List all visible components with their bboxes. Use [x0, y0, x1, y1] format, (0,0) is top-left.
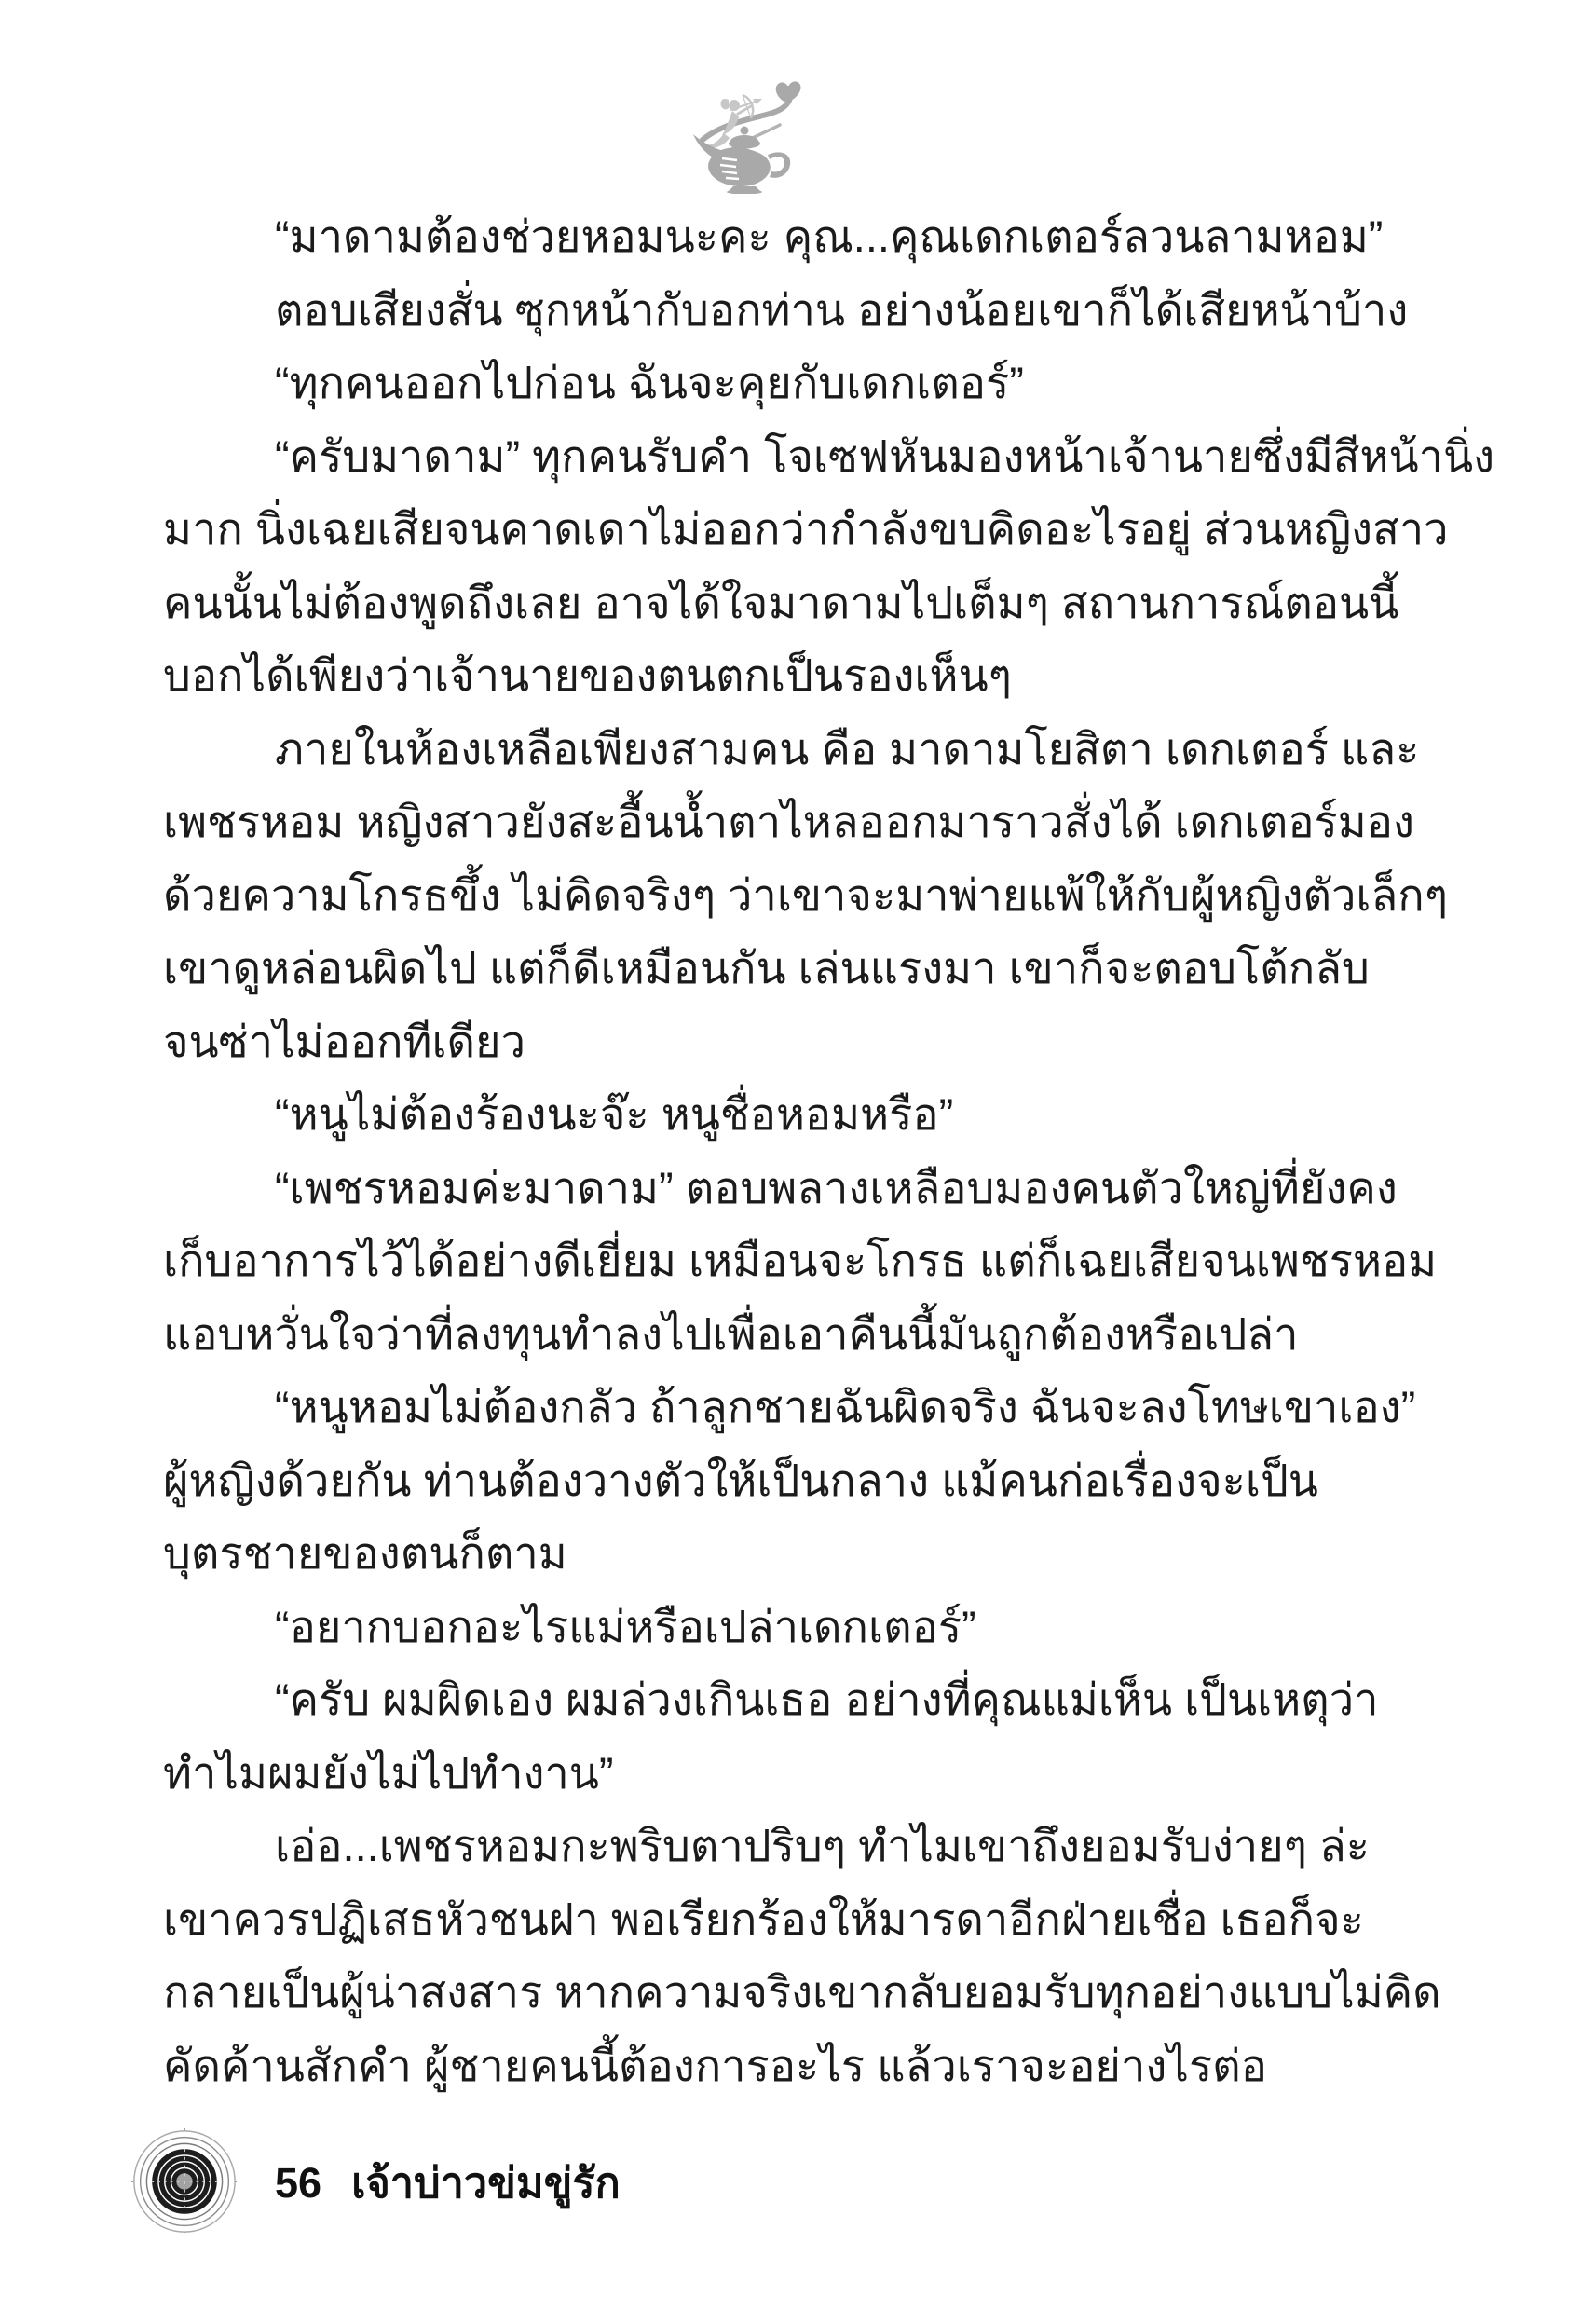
text-line: “ครับมาดาม” ทุกคนรับคำ โจเซฟหันมองหน้าเจ้านายซึ่งมีสีหน้านิ่ง [275, 431, 1495, 481]
text-line: เขาดูหล่อนผิดไป แต่ก็ดีเหมือนกัน เล่นแรงมา เขาก็จะตอบโต้กลับ [163, 943, 1370, 992]
shooting-target-icon [130, 2127, 239, 2236]
text-line: “หนูหอมไม่ต้องกลัว ถ้าลูกชายฉันผิดจริง ฉันจะลงโทษเขาเอง” [275, 1382, 1416, 1431]
book-title: เจ้าบ่าวข่มขู่รัก [351, 2159, 621, 2207]
text-line: จนซ่าไม่ออกทีเดียว [163, 1016, 525, 1066]
text-line: คัดค้านสักคำ ผู้ชายคนนี้ต้องการอะไร แล้วเราจะอย่างไรต่อ [163, 2040, 1267, 2090]
page-footer [0, 2125, 1596, 2241]
text-line: ทำไมผมยังไม่ไปทำงาน” [163, 1747, 614, 1798]
text-line: ภายในห้องเหลือเพียงสามคน คือ มาดามโยสิตา เดกเตอร์ และ [275, 723, 1420, 773]
text-line: “เพชรหอมค่ะมาดาม” ตอบพลางเหลือบมองคนตัวใหญ่ที่ยังคง [275, 1162, 1398, 1212]
text-line: ด้วยความโกรธขึ้ง ไม่คิดจริงๆ ว่าเขาจะมาพ่ายแพ้ให้กับผู้หญิงตัวเล็กๆ [163, 869, 1448, 920]
genie-lamp-cupid-ornament-icon [691, 75, 801, 194]
text-line: บุตรชายของตนก็ตาม [163, 1528, 567, 1578]
text-line: ตอบเสียงสั่น ซุกหน้ากับอกท่าน อย่างน้อยเขาก็ได้เสียหน้าบ้าง [275, 284, 1409, 335]
text-line: “หนูไม่ต้องร้องนะจ๊ะ หนูชื่อหอมหรือ” [275, 1089, 954, 1139]
text-line: “มาดามต้องช่วยหอมนะคะ คุณ...คุณเดกเตอร์ลวนลามหอม” [275, 212, 1384, 261]
text-line: เก็บอาการไว้ได้อย่างดีเยี่ยม เหมือนจะโกรธ แต่ก็เฉยเสียจนเพชรหอม [163, 1236, 1438, 1285]
text-line: แอบหวั่นใจว่าที่ลงทุนทำลงไปเพื่อเอาคืนนี้มันถูกต้องหรือเปล่า [163, 1308, 1299, 1359]
text-line: “ครับ ผมผิดเอง ผมล่วงเกินเธอ อย่างที่คุณแม่เห็น เป็นเหตุว่า [275, 1675, 1379, 1724]
page-number: 56 [275, 2159, 322, 2207]
text-line: บอกได้เพียงว่าเจ้านายของตนตกเป็นรองเห็นๆ [163, 650, 1012, 700]
text-line: “อยากบอกอะไรแม่หรือเปล่าเดกเตอร์” [275, 1601, 976, 1651]
text-line: ผู้หญิงด้วยกัน ท่านต้องวางตัวให้เป็นกลาง แม้คนก่อเรื่องจะเป็น [163, 1455, 1318, 1505]
text-line: เอ่อ...เพชรหอมกะพริบตาปริบๆ ทำไมเขาถึงยอมรับง่ายๆ ล่ะ [275, 1821, 1370, 1870]
text-line: เขาควรปฏิเสธหัวชนฝา พอเรียกร้องให้มารดาอีกฝ่ายเชื่อ เธอก็จะ [163, 1894, 1364, 1944]
text-line: กลายเป็นผู้น่าสงสาร หากความจริงเขากลับยอมรับทุกอย่างแบบไม่คิด [163, 1967, 1441, 2017]
text-line: เพชรหอม หญิงสาวยังสะอื้นน้ำตาไหลออกมาราวสั่งได้ เดกเตอร์มอง [163, 797, 1414, 846]
text-line: “ทุกคนออกไปก่อน ฉันจะคุยกับเดกเตอร์” [275, 358, 1024, 407]
text-line: คนนั้นไม่ต้องพูดถึงเลย อาจได้ใจมาดามไปเต็มๆ สถานการณ์ตอนนี้ [163, 577, 1399, 627]
text-line: มาก นิ่งเฉยเสียจนคาดเดาไม่ออกว่ากำลังขบคิดอะไรอยู่ ส่วนหญิงสาว [163, 504, 1449, 554]
body-text [163, 200, 1495, 2102]
